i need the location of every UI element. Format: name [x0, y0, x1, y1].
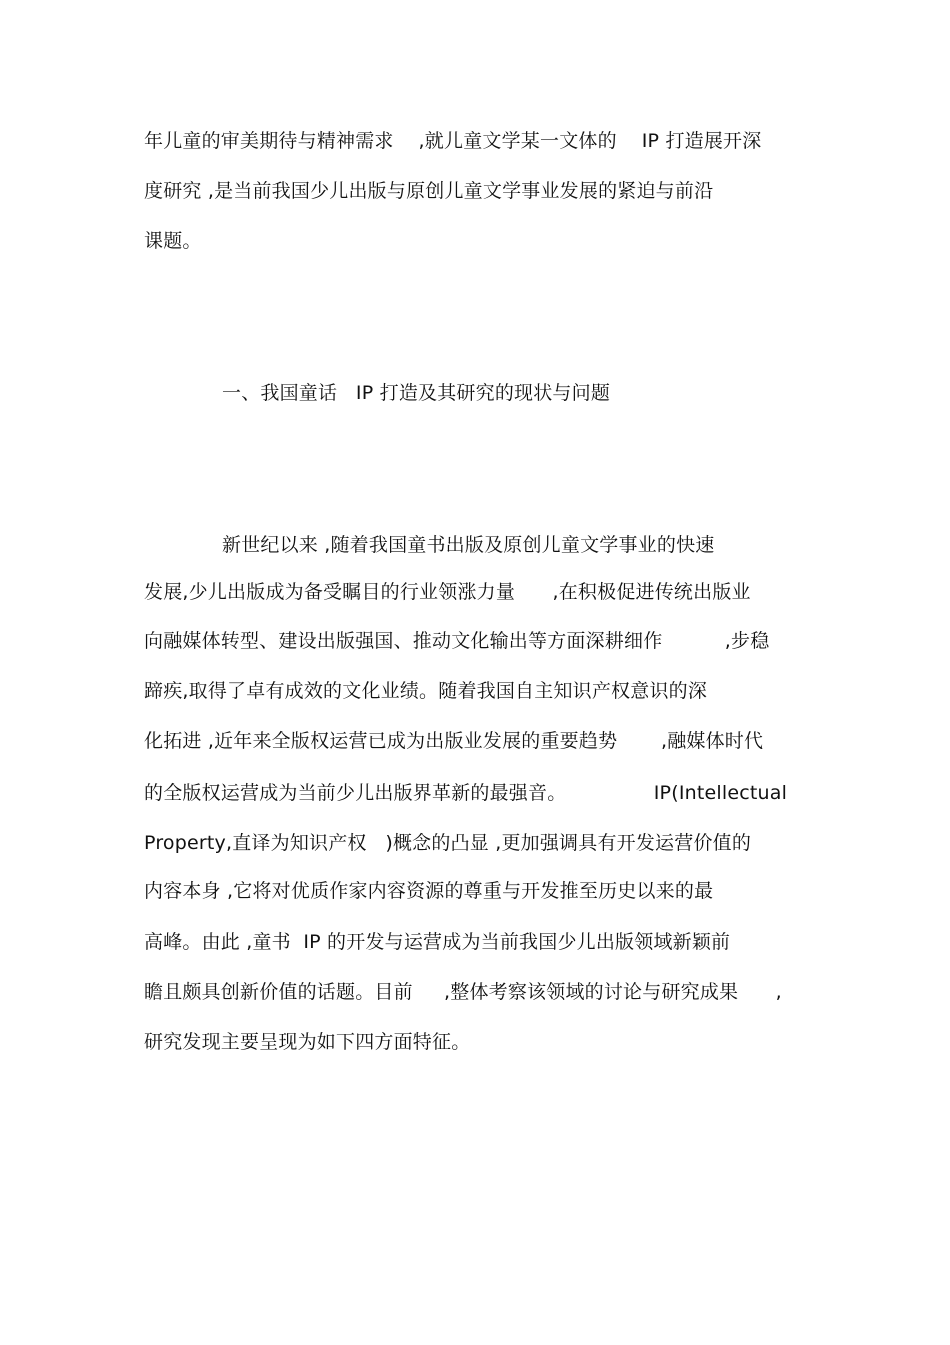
- section-heading: 一、我国童话 IP 打造及其研究的现状与问题: [222, 382, 611, 404]
- body-line-8: 内容本身 ,它将对优质作家内容资源的尊重与开发推至历史以来的最: [144, 880, 714, 902]
- body-line-3: 向融媒体转型、建设出版强国、推动文化输出等方面深耕细作 ,步稳: [144, 630, 770, 652]
- body-line-7: Property,直译为知识产权 )概念的凸显 ,更加强调具有开发运营价值的: [144, 832, 752, 854]
- body-line-2: 发展,少儿出版成为备受瞩目的行业领涨力量 ,在积极促进传统出版业: [144, 581, 751, 603]
- body-line-9: 高峰。由此 ,童书 IP 的开发与运营成为当前我国少儿出版领域新颖前: [144, 931, 731, 953]
- body-line-4: 蹄疾,取得了卓有成效的文化业绩。随着我国自主知识产权意识的深: [144, 680, 708, 702]
- intro-line-3: 课题。: [144, 230, 202, 252]
- body-line-10: 瞻且颇具创新价值的话题。目前 ,整体考察该领域的讨论与研究成果 ,: [144, 981, 782, 1003]
- body-line-11: 研究发现主要呈现为如下四方面特征。: [144, 1031, 471, 1053]
- intro-line-2: 度研究 ,是当前我国少儿出版与原创儿童文学事业发展的紧迫与前沿: [144, 180, 714, 202]
- body-line-5: 化拓进 ,近年来全版权运营已成为出版业发展的重要趋势 ,融媒体时代: [144, 730, 764, 752]
- intro-line-1: 年儿童的审美期待与精神需求 ,就儿童文学某一文体的 IP 打造展开深: [144, 130, 762, 152]
- body-line-6: 的全版权运营成为当前少儿出版界革新的最强音。 IP(Intellectual: [144, 782, 788, 804]
- body-line-1: 新世纪以来 ,随着我国童书出版及原创儿童文学事业的快速: [222, 534, 715, 556]
